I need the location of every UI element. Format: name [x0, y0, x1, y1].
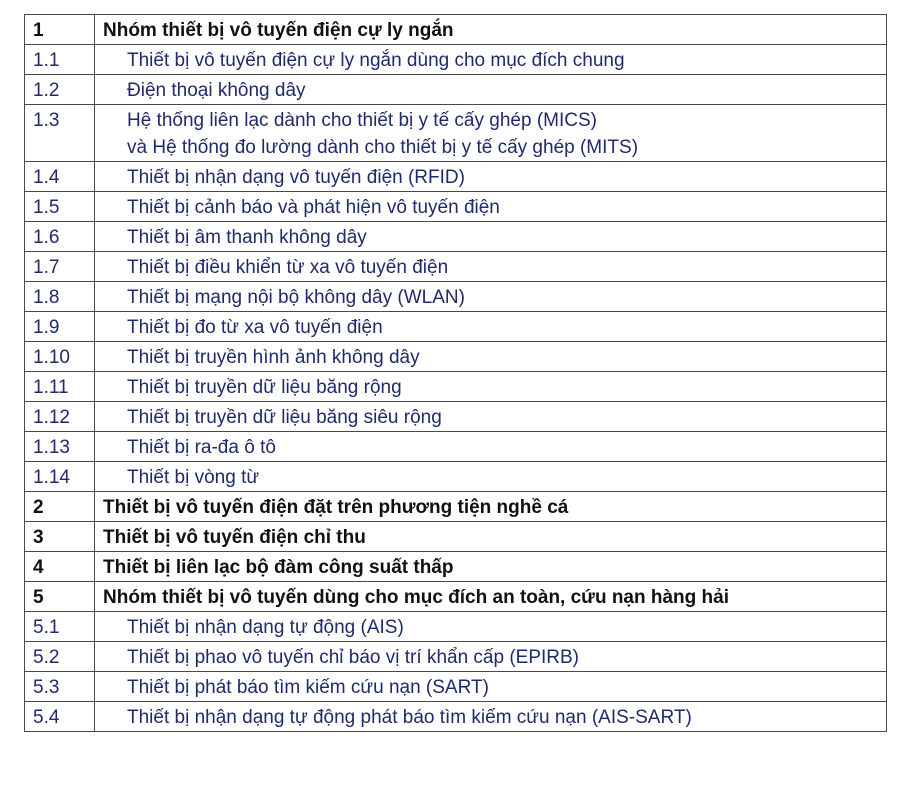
row-title-text: Thiết bị truyền dữ liệu băng rộng	[127, 377, 402, 398]
row-number: 1.9	[25, 312, 95, 342]
row-title-text: Thiết bị vô tuyến điện cự ly ngắn dùng cho mục đích chung	[127, 50, 625, 71]
row-title	[95, 312, 887, 342]
row-title-text: Thiết bị vòng từ	[127, 467, 260, 488]
device-category-table-wrapper	[24, 14, 886, 732]
row-title	[95, 75, 887, 105]
table-row-group	[25, 582, 887, 612]
row-number: 1.14	[25, 462, 95, 492]
row-number: 1.4	[25, 162, 95, 192]
row-number: 1.3	[25, 105, 95, 162]
table-row	[25, 75, 887, 105]
row-title	[95, 15, 887, 45]
row-number: 5.4	[25, 702, 95, 732]
row-title	[95, 222, 887, 252]
row-number: 1.7	[25, 252, 95, 282]
row-title	[95, 522, 887, 552]
row-title	[95, 552, 887, 582]
row-number: 5	[25, 582, 95, 612]
table-row	[25, 372, 887, 402]
row-title	[95, 282, 887, 312]
row-title-text: Hệ thống liên lạc dành cho thiết bị y tế cấy ghép (MICS)	[127, 110, 597, 131]
row-title-text: Thiết bị nhận dạng tự động phát báo tìm kiếm cứu nạn (AIS-SART)	[127, 707, 692, 728]
row-number: 1.1	[25, 45, 95, 75]
row-title-text: Thiết bị nhận dạng vô tuyến điện (RFID)	[127, 167, 465, 188]
table-row	[25, 192, 887, 222]
row-title	[95, 582, 887, 612]
table-row	[25, 312, 887, 342]
row-title-text-line2: và Hệ thống đo lường dành cho thiết bị y tế cấy ghép (MITS)	[127, 137, 639, 158]
device-category-table	[24, 14, 887, 732]
row-title	[95, 642, 887, 672]
row-title-text: Thiết bị âm thanh không dây	[127, 227, 367, 248]
table-row-group	[25, 15, 887, 45]
row-title	[95, 612, 887, 642]
table-row	[25, 672, 887, 702]
table-row	[25, 702, 887, 732]
row-number: 3	[25, 522, 95, 552]
row-title-text: Thiết bị đo từ xa vô tuyến điện	[127, 317, 383, 338]
row-title	[95, 672, 887, 702]
row-title	[95, 702, 887, 732]
table-row	[25, 642, 887, 672]
row-title-text: Thiết bị phát báo tìm kiếm cứu nạn (SART)	[127, 677, 489, 698]
row-title	[95, 45, 887, 75]
row-title	[95, 372, 887, 402]
table-row	[25, 105, 887, 162]
table-row-group	[25, 522, 887, 552]
row-number: 1.10	[25, 342, 95, 372]
table-row	[25, 252, 887, 282]
row-title	[95, 192, 887, 222]
row-title-text: Nhóm thiết bị vô tuyến dùng cho mục đích an toàn, cứu nạn hàng hải	[103, 587, 729, 608]
row-title-text: Thiết bị liên lạc bộ đàm công suất thấp	[103, 557, 454, 578]
row-number: 1.6	[25, 222, 95, 252]
row-number: 1.11	[25, 372, 95, 402]
row-title-text: Thiết bị nhận dạng tự động (AIS)	[127, 617, 404, 638]
row-title-text: Thiết bị truyền hình ảnh không dây	[127, 347, 420, 368]
row-title	[95, 342, 887, 372]
table-row	[25, 342, 887, 372]
row-title-text: Thiết bị ra-đa ô tô	[127, 437, 276, 458]
row-number: 1.2	[25, 75, 95, 105]
row-title	[95, 432, 887, 462]
row-number: 4	[25, 552, 95, 582]
table-row-group	[25, 552, 887, 582]
row-number: 1.12	[25, 402, 95, 432]
row-title-text: Thiết bị mạng nội bộ không dây (WLAN)	[127, 287, 465, 308]
table-body	[25, 15, 887, 732]
table-row	[25, 162, 887, 192]
row-number: 5.3	[25, 672, 95, 702]
table-row	[25, 402, 887, 432]
row-number: 1.5	[25, 192, 95, 222]
table-row	[25, 462, 887, 492]
row-title-text: Thiết bị truyền dữ liệu băng siêu rộng	[127, 407, 442, 428]
row-number: 2	[25, 492, 95, 522]
row-title-text: Thiết bị điều khiển từ xa vô tuyến điện	[127, 257, 449, 278]
row-title-text: Thiết bị phao vô tuyến chỉ báo vị trí khẩn cấp (EPIRB)	[127, 647, 580, 668]
row-title-text: Điện thoại không dây	[127, 80, 306, 101]
table-row	[25, 45, 887, 75]
row-title	[95, 252, 887, 282]
table-row	[25, 432, 887, 462]
table-row	[25, 282, 887, 312]
row-title	[95, 462, 887, 492]
table-row-group	[25, 492, 887, 522]
row-title-text: Thiết bị vô tuyến điện đặt trên phương tiện nghề cá	[103, 497, 569, 518]
row-number: 5.1	[25, 612, 95, 642]
row-number: 1.8	[25, 282, 95, 312]
row-title-text: Thiết bị vô tuyến điện chỉ thu	[103, 527, 366, 548]
table-row	[25, 612, 887, 642]
row-title	[95, 162, 887, 192]
row-title	[95, 105, 887, 162]
row-number: 1	[25, 15, 95, 45]
row-title-text: Thiết bị cảnh báo và phát hiện vô tuyến điện	[127, 197, 500, 218]
row-title	[95, 492, 887, 522]
row-number: 5.2	[25, 642, 95, 672]
row-number: 1.13	[25, 432, 95, 462]
row-title	[95, 402, 887, 432]
table-row	[25, 222, 887, 252]
row-title-text: Nhóm thiết bị vô tuyến điện cự ly ngắn	[103, 20, 454, 41]
